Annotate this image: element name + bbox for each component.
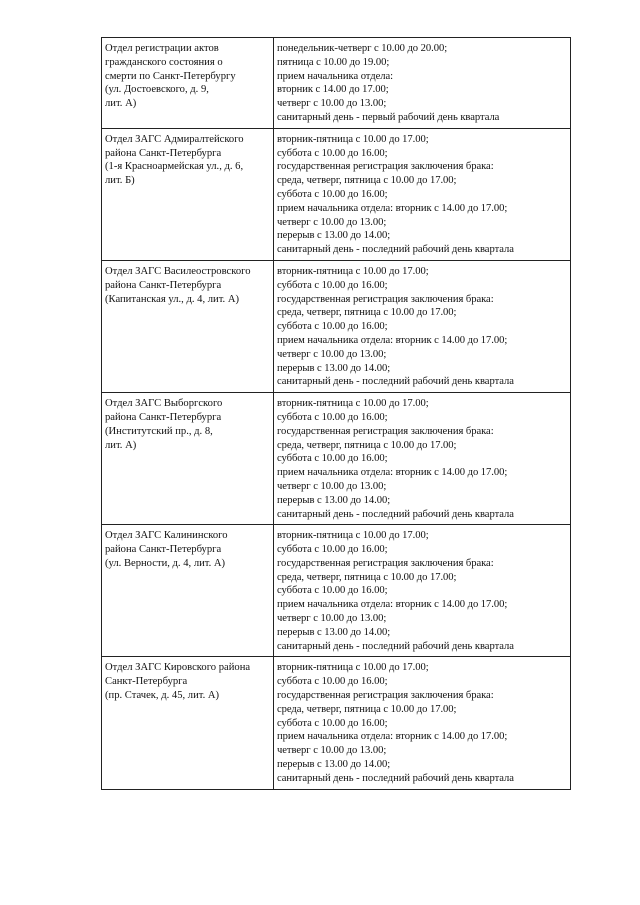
hours-line: вторник-пятница с 10.00 до 17.00; [277, 398, 429, 410]
hours-line: вторник с 14.00 до 17.00; [277, 84, 389, 96]
hours-cell [274, 393, 571, 525]
hours-line: суббота с 10.00 до 16.00; [277, 676, 388, 688]
hours-line: прием начальника отдела: вторник с 14.00 до 17.00; [277, 334, 508, 346]
hours-line: понедельник-четверг с 10.00 до 20.00; [277, 43, 448, 54]
hours-line: перерыв с 13.00 до 14.00; [277, 362, 391, 374]
office-name-line: гражданского состояния о [105, 56, 223, 68]
office-cell [102, 525, 274, 657]
hours-line: среда, четверг, пятница с 10.00 до 17.00; [277, 571, 457, 583]
hours-line: государственная регистрация заключения брака: [277, 557, 494, 569]
hours-line: санитарный день - последний рабочий день квартала [277, 772, 514, 784]
office-name-line: смерти по Санкт-Петербургу [105, 70, 236, 82]
table-row [102, 525, 571, 657]
hours-cell [274, 525, 571, 657]
office-address-line: (Капитанская ул., д. 4, лит. А) [105, 293, 240, 305]
hours-line: суббота с 10.00 до 16.00; [277, 453, 388, 465]
hours-line: среда, четверг, пятница с 10.00 до 17.00; [277, 439, 457, 451]
hours-line: санитарный день - последний рабочий день квартала [277, 244, 514, 256]
hours-line: среда, четверг, пятница с 10.00 до 17.00; [277, 175, 457, 187]
hours-cell [274, 38, 571, 129]
hours-line: суббота с 10.00 до 16.00; [277, 147, 388, 159]
table-row [102, 260, 571, 392]
office-name-line: района Санкт-Петербурга [105, 544, 222, 556]
hours-line: среда, четверг, пятница с 10.00 до 17.00; [277, 703, 457, 715]
hours-line: четверг с 10.00 до 13.00; [277, 216, 387, 228]
hours-line: четверг с 10.00 до 13.00; [277, 480, 387, 492]
hours-line: государственная регистрация заключения брака: [277, 425, 494, 437]
hours-line: санитарный день - последний рабочий день квартала [277, 376, 514, 388]
hours-line: санитарный день - первый рабочий день квартала [277, 111, 500, 123]
registry-offices-schedule-table [101, 37, 571, 790]
hours-line: пятница с 10.00 до 19.00; [277, 56, 390, 68]
office-name-line: Отдел регистрации актов [105, 43, 219, 54]
hours-line: суббота с 10.00 до 16.00; [277, 544, 388, 556]
office-address-line: (Институтский пр., д. 8, [105, 425, 213, 437]
hours-cell [274, 657, 571, 789]
table-row [102, 393, 571, 525]
office-name-line: района Санкт-Петербурга [105, 411, 222, 423]
hours-line: прием начальника отдела: вторник с 14.00 до 17.00; [277, 731, 508, 743]
hours-line: вторник-пятница с 10.00 до 17.00; [277, 133, 429, 145]
office-cell [102, 393, 274, 525]
office-name-line: Отдел ЗАГС Выборгского [105, 398, 223, 410]
hours-line: прием начальника отдела: вторник с 14.00 до 17.00; [277, 467, 508, 479]
hours-line: суббота с 10.00 до 16.00; [277, 321, 388, 333]
schedule-table-body [102, 38, 571, 790]
office-address-line: лит. А) [105, 98, 137, 110]
office-name-line: Отдел ЗАГС Кировского района [105, 662, 251, 674]
hours-line: четверг с 10.00 до 13.00; [277, 613, 387, 625]
hours-line: вторник-пятница с 10.00 до 17.00; [277, 662, 429, 674]
hours-line: четверг с 10.00 до 13.00; [277, 745, 387, 757]
hours-line: вторник-пятница с 10.00 до 17.00; [277, 265, 429, 277]
office-name-line: Отдел ЗАГС Адмиралтейского [105, 133, 244, 145]
hours-line: прием начальника отдела: [277, 70, 394, 82]
office-name-line: Отдел ЗАГС Василеостровского [105, 265, 251, 277]
office-cell [102, 38, 274, 129]
office-name-line: Санкт-Петербурга [105, 676, 188, 688]
hours-line: перерыв с 13.00 до 14.00; [277, 494, 391, 506]
office-cell [102, 657, 274, 789]
hours-line: государственная регистрация заключения брака: [277, 690, 494, 702]
office-address-line: лит. Б) [105, 175, 135, 187]
office-address-line: (ул. Достоевского, д. 9, [105, 84, 209, 96]
hours-line: четверг с 10.00 до 13.00; [277, 348, 387, 360]
hours-line: прием начальника отдела: вторник с 14.00 до 17.00; [277, 202, 508, 214]
hours-line: государственная регистрация заключения брака: [277, 161, 494, 173]
hours-line: вторник-пятница с 10.00 до 17.00; [277, 530, 429, 542]
hours-line: суббота с 10.00 до 16.00; [277, 188, 388, 200]
hours-line: суббота с 10.00 до 16.00; [277, 411, 388, 423]
hours-line: санитарный день - последний рабочий день квартала [277, 508, 514, 520]
office-address-line: (ул. Верности, д. 4, лит. А) [105, 557, 226, 569]
hours-line: прием начальника отдела: вторник с 14.00 до 17.00; [277, 599, 508, 611]
hours-line: санитарный день - последний рабочий день квартала [277, 640, 514, 652]
table-row [102, 38, 571, 129]
hours-line: суббота с 10.00 до 16.00; [277, 717, 388, 729]
hours-cell [274, 128, 571, 260]
hours-line: суббота с 10.00 до 16.00; [277, 279, 388, 291]
table-row [102, 657, 571, 789]
office-cell [102, 128, 274, 260]
hours-line: перерыв с 13.00 до 14.00; [277, 626, 391, 638]
office-address-line: (пр. Стачек, д. 45, лит. А) [105, 690, 220, 702]
table-row [102, 128, 571, 260]
hours-line: среда, четверг, пятница с 10.00 до 17.00; [277, 307, 457, 319]
hours-line: суббота с 10.00 до 16.00; [277, 585, 388, 597]
office-cell [102, 260, 274, 392]
hours-line: перерыв с 13.00 до 14.00; [277, 230, 391, 242]
hours-line: перерыв с 13.00 до 14.00; [277, 759, 391, 771]
office-name-line: района Санкт-Петербурга [105, 279, 222, 291]
office-address-line: лит. А) [105, 439, 137, 451]
office-name-line: района Санкт-Петербурга [105, 147, 222, 159]
office-name-line: Отдел ЗАГС Калининского [105, 530, 228, 542]
hours-cell [274, 260, 571, 392]
hours-line: четверг с 10.00 до 13.00; [277, 98, 387, 110]
hours-line: государственная регистрация заключения брака: [277, 293, 494, 305]
office-address-line: (1-я Красноармейская ул., д. 6, [105, 161, 244, 173]
